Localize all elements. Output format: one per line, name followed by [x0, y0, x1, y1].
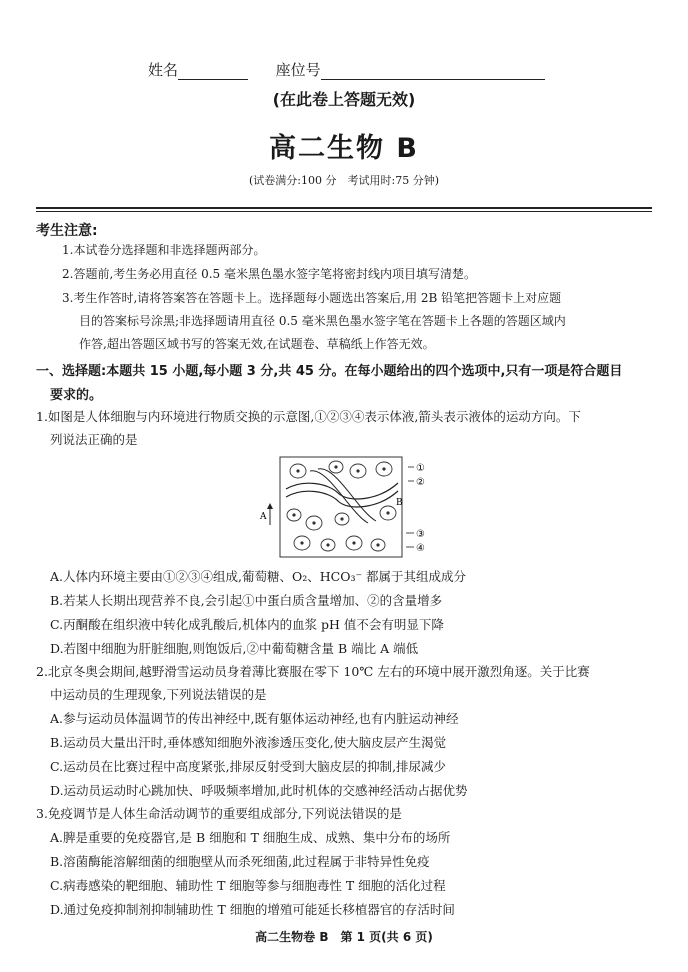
label-2: ② — [416, 477, 425, 488]
option: D.运动员运动时心跳加快、呼吸频率增加,此时机体的交感神经活动占据优势 — [50, 783, 468, 798]
notice-item: 目的答案标号涂黑;非选择题请用直径 0.5 毫米黑色墨水签字笔在答题卡上各题的答题区域内 — [79, 314, 566, 328]
name-blank — [178, 65, 248, 80]
label-4: ④ — [416, 543, 425, 554]
notice-item: 1.本试卷分选择题和非选择题两部分。 — [62, 243, 266, 257]
option: A.人体内环境主要由①②③④组成,葡萄糖、O₂、HCO₃⁻ 都属于其组成成分 — [50, 569, 467, 584]
question-stem: 中运动员的生理现象,下列说法错误的是 — [50, 687, 267, 702]
divider-thick — [36, 207, 652, 209]
label-1: ① — [416, 463, 425, 474]
seat-blank — [321, 65, 545, 80]
notice-title: 考生注意: — [36, 223, 98, 239]
section-heading-cont: 要求的。 — [50, 388, 103, 403]
page-footer: 高二生物卷 B 第 1 页(共 6 页) — [255, 930, 433, 944]
question-stem: 列说法正确的是 — [50, 432, 138, 447]
notice-item: 2.答题前,考生务必用直径 0.5 毫米黑色墨水签字笔将密封线内项目填写清楚。 — [62, 267, 476, 281]
end-b-label: B — [396, 498, 403, 508]
option: A.脾是重要的免疫器官,是 B 细胞和 T 细胞生成、成熟、集中分布的场所 — [50, 830, 451, 845]
option: C.病毒感染的靶细胞、辅助性 T 细胞等参与细胞毒性 T 细胞的活化过程 — [50, 878, 446, 893]
question-stem: 3.免疫调节是人体生命活动调节的重要组成部分,下列说法错误的是 — [36, 806, 402, 821]
option: B.若某人长期出现营养不良,会引起①中蛋白质含量增加、②的含量增多 — [50, 593, 443, 608]
option: B.运动员大量出汗时,垂体感知细胞外液渗透压变化,使大脑皮层产生渴觉 — [50, 735, 447, 750]
invalid-notice: (在此卷上答题无效) — [272, 90, 416, 109]
question-stem: 1.如图是人体细胞与内环境进行物质交换的示意图,①②③④表示体液,箭头表示液体的运动方向。下 — [36, 409, 581, 424]
label-3: ③ — [416, 529, 425, 540]
exam-info: (试卷满分:100 分 考试用时:75 分钟) — [249, 174, 439, 187]
option: C.丙酮酸在组织液中转化成乳酸后,机体内的血浆 pH 值不会有明显下降 — [50, 617, 444, 632]
body-fluid-diagram — [258, 453, 430, 561]
end-a-label: A — [260, 512, 267, 522]
option: C.运动员在比赛过程中高度紧张,排尿反射受到大脑皮层的抑制,排尿减少 — [50, 759, 447, 774]
option: A.参与运动员体温调节的传出神经中,既有躯体运动神经,也有内脏运动神经 — [50, 711, 459, 726]
name-label: 姓名 — [148, 61, 179, 79]
option: D.若图中细胞为肝脏细胞,则饱饭后,②中葡萄糖含量 B 端比 A 端低 — [50, 641, 419, 656]
candidate-fields — [148, 59, 545, 80]
page-title: 高二生物 B — [269, 133, 419, 164]
option: B.溶菌酶能溶解细菌的细胞壁从而杀死细菌,此过程属于非特异性免疫 — [50, 854, 430, 869]
option: D.通过免疫抑制剂抑制辅助性 T 细胞的增殖可能延长移植器官的存活时间 — [50, 902, 455, 917]
seat-label: 座位号 — [275, 61, 321, 79]
question-stem: 2.北京冬奥会期间,越野滑雪运动员身着薄比赛服在零下 10℃ 左右的环境中展开激烈角逐。关于比赛 — [36, 664, 590, 679]
notice-item: 3.考生作答时,请将答案答在答题卡上。选择题每小题选出答案后,用 2B 铅笔把答题卡上对应题 — [62, 291, 562, 305]
notice-item: 作答,超出答题区域书写的答案无效,在试题卷、草稿纸上作答无效。 — [79, 337, 435, 351]
divider-thin — [36, 211, 652, 212]
section-heading: 一、选择题:本题共 15 小题,每小题 3 分,共 45 分。在每小题给出的四个选项中,只有一项是符合题目 — [36, 364, 623, 379]
